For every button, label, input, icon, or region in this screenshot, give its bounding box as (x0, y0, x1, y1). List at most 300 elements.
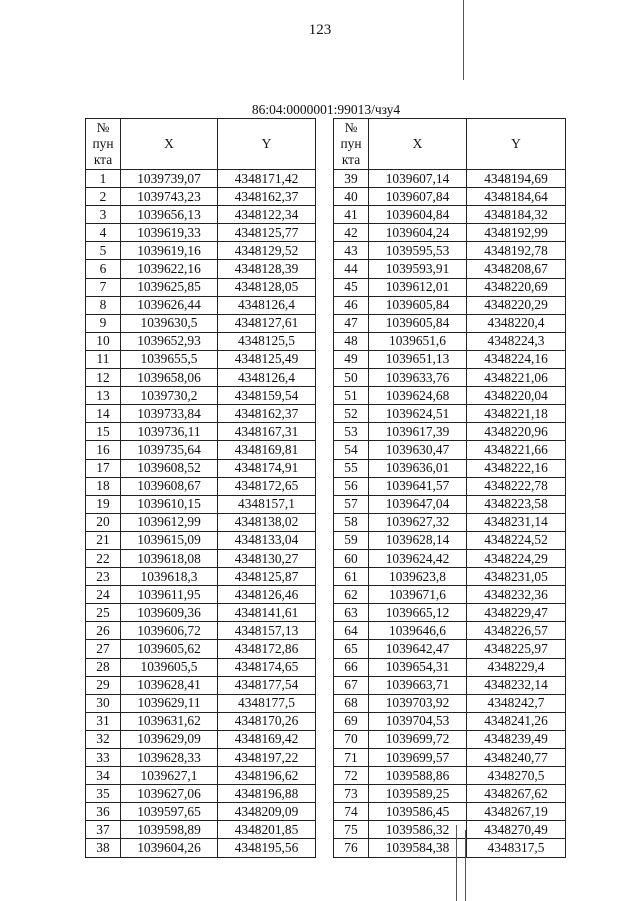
y-coordinate-cell: 4348194,69 (467, 170, 566, 188)
point-number-cell: 28 (86, 658, 121, 676)
table-row (334, 676, 566, 694)
point-number-cell: 66 (334, 658, 369, 676)
x-coordinate-cell: 1039609,36 (121, 604, 218, 622)
point-number-cell: 74 (334, 803, 369, 821)
y-coordinate-cell: 4348141,61 (218, 604, 316, 622)
point-number-cell: 64 (334, 622, 369, 640)
x-coordinate-cell: 1039627,1 (121, 767, 218, 785)
point-number-cell: 53 (334, 423, 369, 441)
y-coordinate-cell: 4348177,54 (218, 676, 316, 694)
x-column-header: X (121, 119, 218, 170)
table-row (86, 459, 316, 477)
y-coordinate-cell: 4348138,02 (218, 513, 316, 531)
point-number-cell: 44 (334, 260, 369, 278)
x-coordinate-cell: 1039612,01 (369, 278, 467, 296)
table-row (86, 477, 316, 495)
y-coordinate-cell: 4348196,88 (218, 785, 316, 803)
x-coordinate-cell: 1039612,99 (121, 513, 218, 531)
y-coordinate-cell: 4348171,42 (218, 170, 316, 188)
y-coordinate-cell: 4348208,67 (467, 260, 566, 278)
y-coordinate-cell: 4348241,26 (467, 712, 566, 730)
table-row (334, 405, 566, 423)
table-row (334, 531, 566, 549)
point-number-cell: 29 (86, 676, 121, 694)
x-coordinate-cell: 1039588,86 (369, 767, 467, 785)
table-row (86, 712, 316, 730)
table-row (86, 568, 316, 586)
point-number-header (86, 119, 121, 170)
x-coordinate-cell: 1039607,84 (369, 188, 467, 206)
x-coordinate-cell: 1039593,91 (369, 260, 467, 278)
header-num-line: пун (92, 136, 114, 151)
x-coordinate-cell: 1039619,33 (121, 224, 218, 242)
x-coordinate-cell: 1039624,68 (369, 387, 467, 405)
point-number-cell: 18 (86, 477, 121, 495)
y-coordinate-cell: 4348162,37 (218, 405, 316, 423)
y-coordinate-cell: 4348128,05 (218, 278, 316, 296)
point-number-cell: 59 (334, 531, 369, 549)
x-coordinate-cell: 1039604,26 (121, 839, 218, 857)
x-coordinate-cell: 1039655,5 (121, 350, 218, 368)
x-coordinate-cell: 1039636,01 (369, 459, 467, 477)
y-coordinate-cell: 4348221,06 (467, 369, 566, 387)
y-coordinate-cell: 4348174,65 (218, 658, 316, 676)
y-coordinate-cell: 4348157,1 (218, 495, 316, 513)
y-coordinate-cell: 4348159,54 (218, 387, 316, 405)
point-number-cell: 12 (86, 369, 121, 387)
table-row (86, 423, 316, 441)
point-number-cell: 7 (86, 278, 121, 296)
x-coordinate-cell: 1039627,32 (369, 513, 467, 531)
y-coordinate-cell: 4348126,4 (218, 296, 316, 314)
y-coordinate-cell: 4348220,4 (467, 314, 566, 332)
header-num-line: кта (341, 152, 361, 167)
y-coordinate-cell: 4348126,46 (218, 586, 316, 604)
y-coordinate-cell: 4348192,78 (467, 242, 566, 260)
y-coordinate-cell: 4348267,62 (467, 785, 566, 803)
y-coordinate-cell: 4348224,29 (467, 549, 566, 567)
scan-binding-line (465, 830, 466, 901)
point-number-cell: 67 (334, 676, 369, 694)
table-row (334, 658, 566, 676)
point-number-cell: 39 (334, 170, 369, 188)
table-row (86, 224, 316, 242)
table-row (334, 730, 566, 748)
x-coordinate-cell: 1039597,65 (121, 803, 218, 821)
point-number-cell: 47 (334, 314, 369, 332)
x-coordinate-cell: 1039605,84 (369, 314, 467, 332)
x-coordinate-cell: 1039605,5 (121, 658, 218, 676)
point-number-cell: 35 (86, 785, 121, 803)
point-number-cell: 37 (86, 821, 121, 839)
table-row (86, 767, 316, 785)
point-number-cell: 63 (334, 604, 369, 622)
y-coordinate-cell: 4348270,5 (467, 767, 566, 785)
point-number-cell: 22 (86, 549, 121, 567)
point-number-cell: 9 (86, 314, 121, 332)
y-coordinate-cell: 4348229,47 (467, 604, 566, 622)
x-column-header: X (369, 119, 467, 170)
x-coordinate-cell: 1039617,39 (369, 423, 467, 441)
x-coordinate-cell: 1039629,11 (121, 694, 218, 712)
y-coordinate-cell: 4348177,5 (218, 694, 316, 712)
point-number-cell: 68 (334, 694, 369, 712)
table-row (334, 369, 566, 387)
x-coordinate-cell: 1039656,13 (121, 206, 218, 224)
y-coordinate-cell: 4348130,27 (218, 549, 316, 567)
x-coordinate-cell: 1039743,23 (121, 188, 218, 206)
table-row (86, 640, 316, 658)
table-row (334, 477, 566, 495)
y-coordinate-cell: 4348125,49 (218, 350, 316, 368)
x-coordinate-cell: 1039615,09 (121, 531, 218, 549)
x-coordinate-cell: 1039628,33 (121, 749, 218, 767)
table-row (334, 604, 566, 622)
y-coordinate-cell: 4348231,05 (467, 568, 566, 586)
table-row (334, 803, 566, 821)
y-column-header: Y (218, 119, 316, 170)
y-coordinate-cell: 4348242,7 (467, 694, 566, 712)
point-number-cell: 55 (334, 459, 369, 477)
table-row (86, 206, 316, 224)
y-coordinate-cell: 4348184,32 (467, 206, 566, 224)
y-coordinate-cell: 4348270,49 (467, 821, 566, 839)
table-row (334, 549, 566, 567)
x-coordinate-cell: 1039646,6 (369, 622, 467, 640)
table-row (86, 531, 316, 549)
y-coordinate-cell: 4348126,4 (218, 369, 316, 387)
x-coordinate-cell: 1039654,31 (369, 658, 467, 676)
y-coordinate-cell: 4348224,3 (467, 332, 566, 350)
table-row (86, 730, 316, 748)
x-coordinate-cell: 1039651,6 (369, 332, 467, 350)
x-coordinate-cell: 1039606,72 (121, 622, 218, 640)
table-row (334, 423, 566, 441)
point-number-cell: 30 (86, 694, 121, 712)
table-row (334, 495, 566, 513)
x-coordinate-cell: 1039618,08 (121, 549, 218, 567)
x-coordinate-cell: 1039584,38 (369, 839, 467, 857)
x-coordinate-cell: 1039586,45 (369, 803, 467, 821)
point-number-cell: 50 (334, 369, 369, 387)
coordinates-table-right (333, 118, 566, 858)
point-number-cell: 52 (334, 405, 369, 423)
header-num-line: № (96, 120, 110, 135)
point-number-cell: 45 (334, 278, 369, 296)
header-num-line: № (344, 120, 358, 135)
x-coordinate-cell: 1039628,41 (121, 676, 218, 694)
x-coordinate-cell: 1039608,52 (121, 459, 218, 477)
table-row (86, 749, 316, 767)
table-row (334, 260, 566, 278)
y-coordinate-cell: 4348240,77 (467, 749, 566, 767)
point-number-cell: 2 (86, 188, 121, 206)
table-body-left (86, 170, 316, 858)
point-number-cell: 46 (334, 296, 369, 314)
table-row (86, 405, 316, 423)
table-row (86, 332, 316, 350)
table-row (334, 332, 566, 350)
y-coordinate-cell: 4348229,4 (467, 658, 566, 676)
point-number-header (334, 119, 369, 170)
table-row (86, 278, 316, 296)
table-row (334, 694, 566, 712)
point-number-cell: 48 (334, 332, 369, 350)
table-row (334, 513, 566, 531)
y-coordinate-cell: 4348133,04 (218, 531, 316, 549)
table-row (86, 803, 316, 821)
point-number-cell: 60 (334, 549, 369, 567)
point-number-cell: 71 (334, 749, 369, 767)
point-number-cell: 1 (86, 170, 121, 188)
x-coordinate-cell: 1039598,89 (121, 821, 218, 839)
table-row (334, 206, 566, 224)
point-number-cell: 73 (334, 785, 369, 803)
point-number-cell: 21 (86, 531, 121, 549)
point-number-cell: 27 (86, 640, 121, 658)
x-coordinate-cell: 1039610,15 (121, 495, 218, 513)
point-number-cell: 4 (86, 224, 121, 242)
table-row (86, 260, 316, 278)
x-coordinate-cell: 1039608,67 (121, 477, 218, 495)
point-number-cell: 13 (86, 387, 121, 405)
y-coordinate-cell: 4348231,14 (467, 513, 566, 531)
table-row (334, 640, 566, 658)
table-row (334, 188, 566, 206)
table-row (86, 549, 316, 567)
y-coordinate-cell: 4348201,85 (218, 821, 316, 839)
scan-binding-line (463, 0, 464, 80)
table-row (86, 676, 316, 694)
table-body-right (334, 170, 566, 858)
x-coordinate-cell: 1039624,51 (369, 405, 467, 423)
point-number-cell: 10 (86, 332, 121, 350)
x-coordinate-cell: 1039730,2 (121, 387, 218, 405)
point-number-cell: 56 (334, 477, 369, 495)
y-coordinate-cell: 4348220,69 (467, 278, 566, 296)
x-coordinate-cell: 1039736,11 (121, 423, 218, 441)
point-number-cell: 25 (86, 604, 121, 622)
x-coordinate-cell: 1039631,62 (121, 712, 218, 730)
table-row (334, 622, 566, 640)
table-row (86, 658, 316, 676)
y-coordinate-cell: 4348226,57 (467, 622, 566, 640)
y-coordinate-cell: 4348197,22 (218, 749, 316, 767)
y-coordinate-cell: 4348125,77 (218, 224, 316, 242)
coordinates-table-left (85, 118, 316, 858)
point-number-cell: 75 (334, 821, 369, 839)
x-coordinate-cell: 1039625,85 (121, 278, 218, 296)
point-number-cell: 34 (86, 767, 121, 785)
x-coordinate-cell: 1039619,16 (121, 242, 218, 260)
x-coordinate-cell: 1039626,44 (121, 296, 218, 314)
table-row (334, 278, 566, 296)
y-coordinate-cell: 4348192,99 (467, 224, 566, 242)
x-coordinate-cell: 1039658,06 (121, 369, 218, 387)
x-coordinate-cell: 1039704,53 (369, 712, 467, 730)
point-number-cell: 54 (334, 441, 369, 459)
y-coordinate-cell: 4348195,56 (218, 839, 316, 857)
table-row (86, 586, 316, 604)
x-coordinate-cell: 1039652,93 (121, 332, 218, 350)
point-number-cell: 14 (86, 405, 121, 423)
table-row (86, 821, 316, 839)
point-number-cell: 42 (334, 224, 369, 242)
table-row (334, 170, 566, 188)
table-caption: 86:04:0000001:99013/чзу4 (251, 102, 401, 117)
table-row (86, 622, 316, 640)
y-coordinate-cell: 4348220,96 (467, 423, 566, 441)
point-number-cell: 8 (86, 296, 121, 314)
x-coordinate-cell: 1039651,13 (369, 350, 467, 368)
point-number-cell: 19 (86, 495, 121, 513)
table-row (334, 821, 566, 839)
x-coordinate-cell: 1039699,57 (369, 749, 467, 767)
x-coordinate-cell: 1039623,8 (369, 568, 467, 586)
x-coordinate-cell: 1039630,47 (369, 441, 467, 459)
y-coordinate-cell: 4348222,16 (467, 459, 566, 477)
y-coordinate-cell: 4348224,16 (467, 350, 566, 368)
x-coordinate-cell: 1039604,84 (369, 206, 467, 224)
y-coordinate-cell: 4348169,81 (218, 441, 316, 459)
table-row (334, 387, 566, 405)
y-coordinate-cell: 4348232,36 (467, 586, 566, 604)
y-coordinate-cell: 4348167,31 (218, 423, 316, 441)
x-coordinate-cell: 1039633,76 (369, 369, 467, 387)
point-number-cell: 57 (334, 495, 369, 513)
point-number-cell: 11 (86, 350, 121, 368)
y-coordinate-cell: 4348225,97 (467, 640, 566, 658)
x-coordinate-cell: 1039703,92 (369, 694, 467, 712)
point-number-cell: 20 (86, 513, 121, 531)
table-row (86, 495, 316, 513)
point-number-cell: 41 (334, 206, 369, 224)
y-coordinate-cell: 4348174,91 (218, 459, 316, 477)
point-number-cell: 43 (334, 242, 369, 260)
x-coordinate-cell: 1039607,14 (369, 170, 467, 188)
point-number-cell: 24 (86, 586, 121, 604)
x-coordinate-cell: 1039604,24 (369, 224, 467, 242)
y-coordinate-cell: 4348220,04 (467, 387, 566, 405)
x-coordinate-cell: 1039642,47 (369, 640, 467, 658)
table-row (86, 387, 316, 405)
point-number-cell: 3 (86, 206, 121, 224)
y-coordinate-cell: 4348317,5 (467, 839, 566, 857)
x-coordinate-cell: 1039733,84 (121, 405, 218, 423)
y-coordinate-cell: 4348232,14 (467, 676, 566, 694)
y-coordinate-cell: 4348125,87 (218, 568, 316, 586)
point-number-cell: 70 (334, 730, 369, 748)
y-coordinate-cell: 4348196,62 (218, 767, 316, 785)
point-number-cell: 69 (334, 712, 369, 730)
x-coordinate-cell: 1039605,84 (369, 296, 467, 314)
y-column-header: Y (467, 119, 566, 170)
table-row (334, 441, 566, 459)
x-coordinate-cell: 1039627,06 (121, 785, 218, 803)
table-row (334, 459, 566, 477)
table-row (86, 839, 316, 857)
y-coordinate-cell: 4348169,42 (218, 730, 316, 748)
point-number-cell: 17 (86, 459, 121, 477)
x-coordinate-cell: 1039739,07 (121, 170, 218, 188)
table-row (86, 441, 316, 459)
point-number-cell: 15 (86, 423, 121, 441)
y-coordinate-cell: 4348224,52 (467, 531, 566, 549)
y-coordinate-cell: 4348239,49 (467, 730, 566, 748)
table-row (86, 513, 316, 531)
point-number-cell: 38 (86, 839, 121, 857)
x-coordinate-cell: 1039586,32 (369, 821, 467, 839)
table-row (86, 604, 316, 622)
point-number-cell: 31 (86, 712, 121, 730)
point-number-cell: 51 (334, 387, 369, 405)
x-coordinate-cell: 1039605,62 (121, 640, 218, 658)
x-coordinate-cell: 1039735,64 (121, 441, 218, 459)
point-number-cell: 5 (86, 242, 121, 260)
x-coordinate-cell: 1039665,12 (369, 604, 467, 622)
y-coordinate-cell: 4348267,19 (467, 803, 566, 821)
point-number-cell: 62 (334, 586, 369, 604)
y-coordinate-cell: 4348125,5 (218, 332, 316, 350)
table-row (86, 369, 316, 387)
y-coordinate-cell: 4348129,52 (218, 242, 316, 260)
table-row (86, 314, 316, 332)
point-number-cell: 33 (86, 749, 121, 767)
table-header-row (86, 119, 316, 170)
x-coordinate-cell: 1039595,53 (369, 242, 467, 260)
table-row (334, 350, 566, 368)
point-number-cell: 65 (334, 640, 369, 658)
point-number-cell: 76 (334, 839, 369, 857)
point-number-cell: 32 (86, 730, 121, 748)
y-coordinate-cell: 4348128,39 (218, 260, 316, 278)
x-coordinate-cell: 1039622,16 (121, 260, 218, 278)
table-header-row (334, 119, 566, 170)
x-coordinate-cell: 1039630,5 (121, 314, 218, 332)
y-coordinate-cell: 4348170,26 (218, 712, 316, 730)
table-row (86, 785, 316, 803)
y-coordinate-cell: 4348221,18 (467, 405, 566, 423)
point-number-cell: 23 (86, 568, 121, 586)
header-num-line: кта (93, 152, 113, 167)
y-coordinate-cell: 4348222,78 (467, 477, 566, 495)
table-row (334, 767, 566, 785)
table-row (334, 785, 566, 803)
y-coordinate-cell: 4348157,13 (218, 622, 316, 640)
point-number-cell: 40 (334, 188, 369, 206)
y-coordinate-cell: 4348172,65 (218, 477, 316, 495)
x-coordinate-cell: 1039611,95 (121, 586, 218, 604)
table-row (86, 350, 316, 368)
header-num-line: пун (340, 136, 362, 151)
x-coordinate-cell: 1039629,09 (121, 730, 218, 748)
x-coordinate-cell: 1039624,42 (369, 549, 467, 567)
y-coordinate-cell: 4348162,37 (218, 188, 316, 206)
y-coordinate-cell: 4348220,29 (467, 296, 566, 314)
y-coordinate-cell: 4348184,64 (467, 188, 566, 206)
point-number-cell: 16 (86, 441, 121, 459)
table-row (86, 170, 316, 188)
y-coordinate-cell: 4348223,58 (467, 495, 566, 513)
point-number-cell: 26 (86, 622, 121, 640)
x-coordinate-cell: 1039663,71 (369, 676, 467, 694)
y-coordinate-cell: 4348221,66 (467, 441, 566, 459)
x-coordinate-cell: 1039647,04 (369, 495, 467, 513)
table-row (334, 712, 566, 730)
x-coordinate-cell: 1039618,3 (121, 568, 218, 586)
table-row (86, 188, 316, 206)
x-coordinate-cell: 1039671,6 (369, 586, 467, 604)
